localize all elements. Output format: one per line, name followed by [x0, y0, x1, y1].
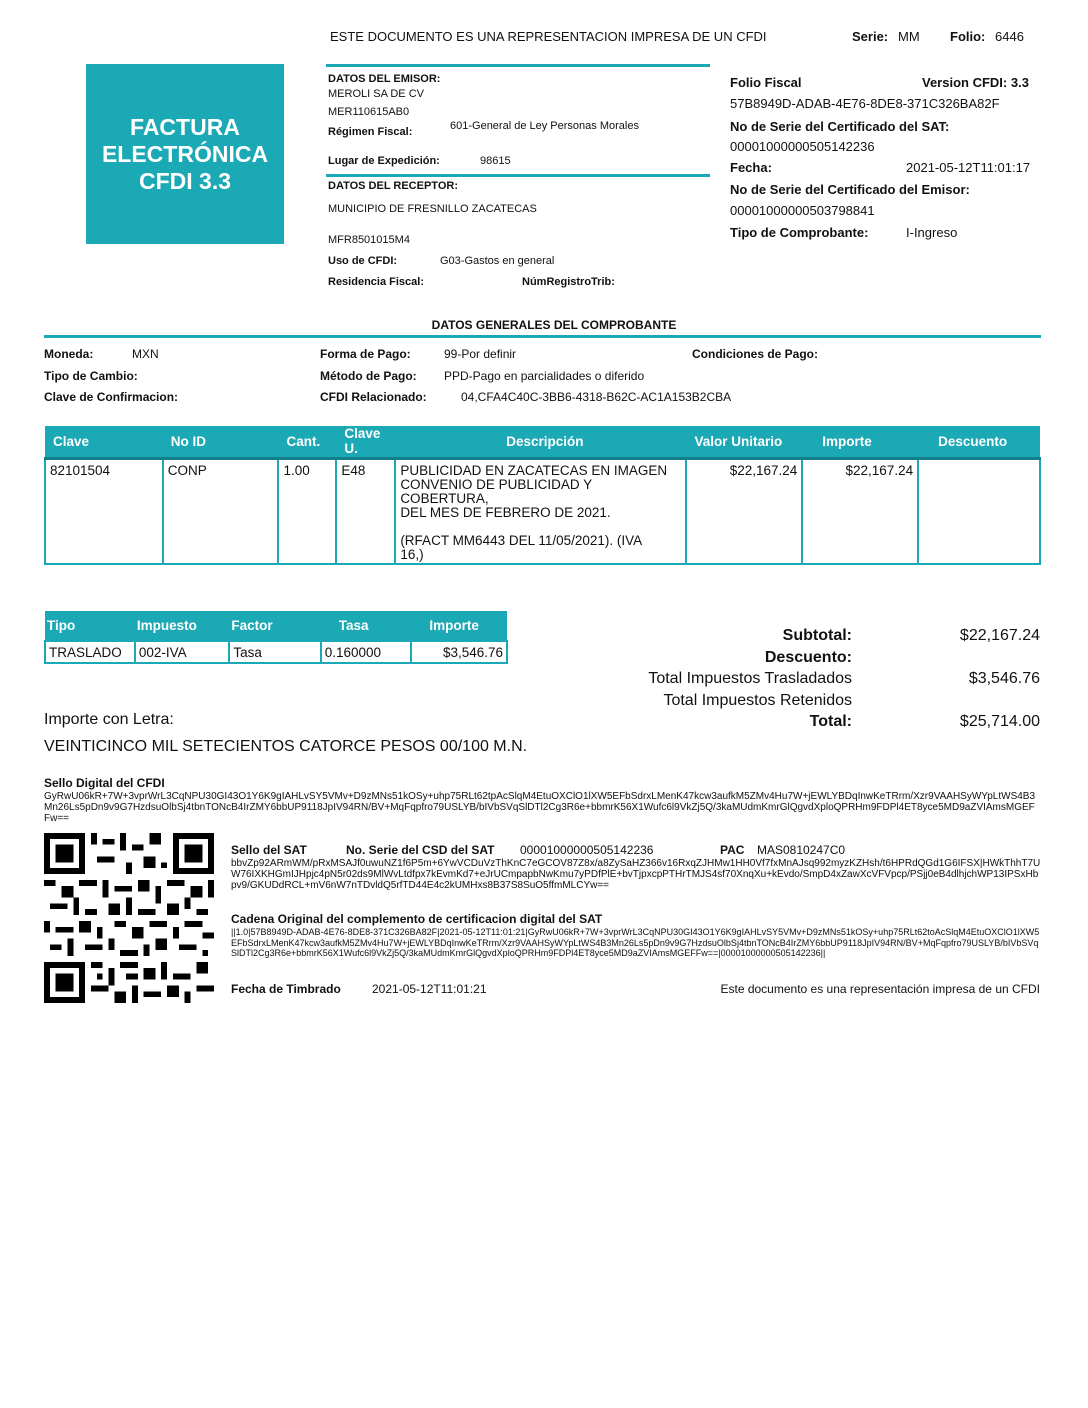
col-cant: Cant. — [278, 426, 336, 458]
col-claveu: Clave U. — [336, 426, 395, 458]
retenidos-label: Total Impuestos Retenidos — [663, 692, 852, 709]
cell-clave: 82101504 — [45, 458, 163, 564]
csd-sat-label: No. Serie del CSD del SAT — [346, 843, 495, 857]
lugar-value: 98615 — [480, 155, 511, 167]
cfdi-relacionado-value: 04,CFA4C40C-3BB6-4318-B62C-AC1A153B2CBA — [461, 390, 732, 404]
serie-value: MM — [898, 29, 920, 44]
moneda-label: Moneda: — [44, 347, 94, 361]
table-row — [45, 458, 1040, 564]
metodo-pago-value: PPD-Pago en parcialidades o diferido — [444, 369, 645, 383]
cell-descripcion — [395, 458, 686, 564]
concepts-header-row — [45, 426, 1040, 458]
tax-cell-importe: $3,546.76 — [411, 641, 507, 663]
tipo-comprobante-label: Tipo de Comprobante: — [730, 225, 869, 240]
col-descuento: Descuento — [918, 426, 1040, 458]
footer-note: Este documento es una representación impresa de un CFDI — [720, 982, 1040, 996]
regimen-value: 601-General de Ley Personas Morales — [450, 120, 639, 132]
desc-line-4: DEL MES DE FEBRERO DE 2021. — [400, 504, 611, 520]
pac-value: MAS0810247C0 — [757, 843, 846, 857]
desc-line-2: CONVENIO DE PUBLICIDAD Y — [400, 476, 593, 492]
cert-emisor-label: No de Serie del Certificado del Emisor: — [730, 182, 970, 197]
uso-label: Uso de CFDI: — [328, 255, 398, 267]
desc-line-1: PUBLICIDAD EN ZACATECAS EN IMAGEN — [400, 462, 668, 478]
metodo-pago-label: Método de Pago: — [320, 369, 417, 383]
col-descripcion: Descripción — [395, 426, 686, 458]
taxes-header-row — [45, 611, 507, 641]
forma-pago-label: Forma de Pago: — [320, 347, 411, 361]
cell-valor-unitario: $22,167.24 — [686, 458, 802, 564]
letra-label: Importe con Letra: — [44, 711, 174, 728]
trasladados-label: Total Impuestos Trasladados — [648, 670, 852, 687]
col-noid: No ID — [163, 426, 279, 458]
uso-value: G03-Gastos en general — [440, 255, 555, 267]
tax-cell-factor: Tasa — [229, 641, 320, 663]
forma-pago-value: 99-Por definir — [444, 347, 517, 361]
receptor-title: DATOS DEL RECEPTOR: — [328, 180, 458, 192]
cell-cant: 1.00 — [278, 458, 336, 564]
tax-cell-impuesto: 002-IVA — [135, 641, 230, 663]
moneda-value: MXN — [132, 347, 159, 361]
pac-label: PAC — [720, 843, 745, 857]
tipo-cambio-label: Tipo de Cambio: — [44, 369, 138, 383]
desc-line-5: (RFACT MM6443 DEL 11/05/2021). (IVA — [400, 532, 643, 548]
residencia-label: Residencia Fiscal: — [328, 276, 424, 288]
csd-sat-value: 00001000000505142236 — [520, 843, 654, 857]
cell-claveu: E48 — [336, 458, 395, 564]
sello-sat-value: bbvZp92ARmWM/pRxMSAJf0uwuNZ1f6P5m+6YwVCDuVzThKnC7eGCOV87Z8x/a8ZySaHZ366v16RxqZJHMw1HH0Vf7fxMnAJsq992myzKZHsh/t6HPRdQGd1G6IFSX|HWkThhT7UW76IXKHGmIJHpjc4pN5r02ds9MlWvLtdfpx7kEvmKd7+eJrUCmpapbNwKmu7yPDfPlE+bvTjpxcpPTHrTMJS4sf70XnqXu+kEvdo/SmpD4xZawXcVFVpcp/PSjj0eB4dlhjchWP13IPSxHbpv9/GKUDdRCL+mV6nW7nTDvldQ5rfTD44E4c2kUMHxs8B37S8SuO5ffmMLCYw== — [231, 858, 1041, 891]
receptor-top-rule — [326, 174, 710, 177]
cert-sat-value: 00001000000505142236 — [730, 139, 875, 154]
folio-value: 6446 — [995, 29, 1024, 44]
cadena-label: Cadena Original del complemento de certificacion digital del SAT — [231, 912, 603, 926]
tax-col-importe: Importe — [411, 611, 507, 641]
condiciones-pago-label: Condiciones de Pago: — [692, 347, 819, 361]
receptor-rfc: MFR8501015M4 — [328, 234, 410, 246]
total-value: $25,714.00 — [959, 713, 1040, 730]
general-rule — [44, 335, 1041, 338]
clave-confirmacion-label: Clave de Confirmacion: — [44, 390, 179, 404]
fecha-timbrado-label: Fecha de Timbrado — [231, 982, 341, 996]
receptor-name: MUNICIPIO DE FRESNILLO ZACATECAS — [328, 203, 537, 215]
folio-label: Folio: — [950, 29, 986, 44]
emisor-rfc: MER110615AB0 — [328, 106, 410, 118]
sello-cfdi-label: Sello Digital del CFDI — [44, 776, 165, 790]
col-valor-unitario: Valor Unitario — [686, 426, 802, 458]
folio-fiscal-label: Folio Fiscal — [730, 75, 802, 90]
fecha-label: Fecha: — [730, 160, 772, 175]
cfdi-relacionado-label: CFDI Relacionado: — [320, 390, 427, 404]
tax-col-impuesto: Impuesto — [135, 611, 230, 641]
desc-line-6: 16,) — [400, 546, 424, 562]
tipo-comprobante-value: I-Ingreso — [906, 225, 958, 240]
fecha-value: 2021-05-12T11:01:17 — [906, 160, 1031, 175]
logo-box — [86, 64, 284, 244]
logo-line-1: FACTURA — [130, 113, 240, 140]
tax-col-factor: Factor — [229, 611, 320, 641]
tax-cell-tasa: 0.160000 — [321, 641, 412, 663]
qr-code-icon — [44, 832, 214, 1004]
logo-line-3: CFDI 3.3 — [138, 167, 232, 194]
cell-descuento — [918, 458, 1040, 564]
letra-value: VEINTICINCO MIL SETECIENTOS CATORCE PESOS 00/100 M.N. — [44, 738, 528, 755]
cell-noid: CONP — [163, 458, 279, 564]
subtotal-value: $22,167.24 — [959, 627, 1040, 644]
serie-label: Serie: — [852, 29, 889, 44]
cell-importe: $22,167.24 — [802, 458, 918, 564]
numreg-label: NúmRegistroTrib: — [522, 276, 615, 288]
sello-sat-label: Sello del SAT — [231, 843, 307, 857]
cert-emisor-value: 00001000000503798841 — [730, 203, 875, 218]
tax-col-tasa: Tasa — [321, 611, 412, 641]
cert-sat-label: No de Serie del Certificado del SAT: — [730, 119, 950, 134]
concepts-table — [44, 426, 1041, 565]
version-label: Version CFDI: 3.3 — [922, 75, 1029, 90]
taxes-table — [44, 611, 508, 664]
trasladados-value: $3,546.76 — [968, 670, 1040, 687]
tax-col-tipo: Tipo — [45, 611, 135, 641]
logo-line-2: ELECTRÓNICA — [101, 140, 269, 167]
tax-cell-tipo: TRASLADO — [45, 641, 135, 663]
regimen-label: Régimen Fiscal: — [328, 126, 413, 138]
total-label: Total: — [809, 713, 852, 730]
desc-line-3: COBERTURA, — [400, 490, 489, 506]
col-clave: Clave — [45, 426, 163, 458]
fecha-timbrado-value: 2021-05-12T11:01:21 — [372, 982, 487, 996]
emisor-name: MEROLI SA DE CV — [328, 88, 424, 100]
header-note: ESTE DOCUMENTO ES UNA REPRESENTACION IMPRESA DE UN CFDI — [330, 29, 767, 44]
sello-cfdi-value: GyRwU06kR+7W+3vprWrL3CqNPU30GI43O1Y6K9gIAHLvSY5VMv+D9zMNs51kOSy+uhp75RLt62tpAcSlqM4EtuOXClO1lXW5EFbSdrxLMenK47kcw3aufkM5ZMv4Hu7W+jEWLYBDqInwKeTRrm/Xzr9VAAHSyWYpLtWS4B3Mn26Ls5pDn9v9G7HzdsuOlbSj4tbnTONcB4IrZMY6bbUP9118JpIV94RN/BV+MqFqpfro79USLYB/bIVbSVqSlDTl2Cg3R6e+bbmrK56X1Wufc6l9VkZj5Q/3kaMUdmKmrGlQgvdXploQPRHm9FDPl4ET8yce5MD9aZVIAmsMGEFFw== — [44, 791, 1036, 824]
subtotal-label: Subtotal: — [782, 627, 852, 644]
descuento-label: Descuento: — [764, 649, 852, 666]
general-title: DATOS GENERALES DEL COMPROBANTE — [431, 318, 677, 332]
col-importe: Importe — [802, 426, 918, 458]
folio-fiscal-value: 57B8949D-ADAB-4E76-8DE8-371C326BA82F — [730, 96, 1000, 111]
lugar-label: Lugar de Expedición: — [328, 155, 440, 167]
emisor-top-rule — [326, 64, 710, 67]
cadena-value: ||1.0|57B8949D-ADAB-4E76-8DE8-371C326BA82F|2021-05-12T11:01:21|GyRwU06kR+7W+3vprWrL3CqNPU30GI43O1Y6K9gIAHLvSY5VMv+D9zMNs51kOSy+uhp75RLt62toAcSlqM4EtuOXClO1lXW5EFbSdrxLMenK47kcw3aufkM5ZMv4Hu7W+jEWLYBDqInwKeTRrm/Xzr9VAAHSyWYpLtWS4B3Mn26Ls5pDn9v9G7HzdsuOlbSj4tbnTONcB4IrZMY6bbUP9118JpIV94RN/BV+MqFqpfro79USLYB/bIVbSVqSlDTl2Cg3R6e+bbmrK56X1Wufc6l9VkZj5Q/3kaMUdmKmrGlQgvdXploQPRHm9FDPl4ET8yce5MD9aZVIAmsMGEFFw==|00001000000505142236|| — [231, 927, 1040, 958]
table-row — [45, 641, 507, 663]
emisor-title: DATOS DEL EMISOR: — [328, 73, 441, 85]
